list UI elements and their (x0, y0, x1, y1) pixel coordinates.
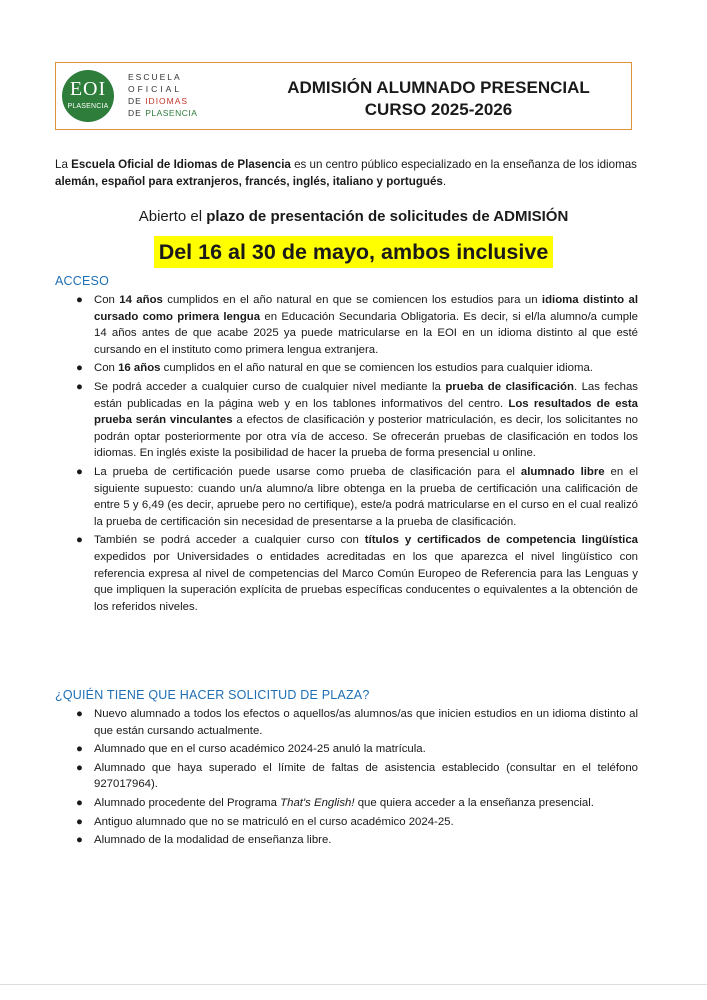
intro-languages: alemán, español para extranjeros, francés, inglés, italiano y portugués (55, 175, 443, 188)
item-text-bold: idioma distinto al cursado como primera lengua (94, 294, 638, 323)
list-item (76, 814, 638, 831)
item-text-bold: prueba de clasificación (445, 380, 574, 393)
item-text: Con (94, 294, 120, 306)
list-item (76, 532, 638, 615)
open-text-bold: plazo de presentación de solicitudes de ADMISIÓN (206, 208, 569, 225)
logo-line-3-word: IDIOMAS (145, 96, 189, 106)
item-text: cumplidos en el año natural en que se comiencen los estudios para cualquier idioma. (160, 362, 593, 375)
bullet-icon: ● (76, 815, 83, 828)
item-text: expedidos por Universidades o entidades acreditadas en los que aparezca el nivel lingüístico con referencia expresa al nivel de competencias del Marco Común Europeo de Referencia para las Lenguas y que impliquen la superación explícita de pruebas específicas conducentes o equivalentes a la obtención de los referidos niveles. (94, 550, 638, 613)
item-text: Alumnado que haya superado el límite de faltas de asistencia establecido (consultar en el teléfono 927017964). (94, 761, 638, 791)
bullet-icon: ● (76, 796, 83, 809)
open-text: Abierto el (138, 208, 207, 225)
list-item (76, 706, 638, 739)
item-text-bold: Los resultados de esta prueba serán vinculantes (94, 397, 638, 427)
dates-banner (0, 236, 707, 268)
item-text: en Educación Secundaria Obligatoria. Es decir, si el/la alumno/a cumple 14 años antes de que acabe 2025 ya puede matricularse en la EOI en un idioma distinto al que esté cursando en el instituto como primera lengua extranjera. (94, 310, 638, 356)
list-item (76, 741, 638, 758)
item-text: Se podrá acceder a cualquier curso de cualquier nivel mediante la (94, 380, 446, 393)
item-text: en el siguiente supuesto: cuando un/a alumno/a libre obtenga en la prueba de certificación una calificación de entre 5 y 6,49 (es decir, apruebe pero no certifique), este/a podrá matricularse en el curso en el cual realizó la prueba de certificación sin necesidad de presentarse a la prueba de clasificación. (94, 465, 638, 528)
logo-line-1: ESCUELA (128, 72, 182, 82)
intro-text: La (55, 158, 72, 171)
list-item (76, 795, 638, 812)
list-item (76, 464, 638, 530)
item-text: Antiguo alumnado que no se matriculó en el curso académico 2024-25. (94, 815, 454, 828)
logo-line-3-prefix: DE (128, 96, 142, 106)
bullet-icon: ● (76, 834, 83, 847)
intro-school-name: Escuela Oficial de Idiomas de Plasencia (71, 158, 291, 171)
list-item (76, 832, 638, 849)
intro-paragraph (55, 156, 640, 190)
logo-letters: EOI (69, 78, 107, 100)
section-heading-quien: ¿QUIÉN TIENE QUE HACER SOLICITUD DE PLAZA? (55, 688, 370, 702)
logo-line-4-word: PLASENCIA (145, 108, 198, 118)
title-line-1: ADMISIÓN ALUMNADO PRESENCIAL (287, 78, 590, 97)
bullet-icon: ● (76, 380, 83, 393)
item-text: Con (94, 362, 119, 375)
intro-text: es un centro público especializado en la enseñanza de los idiomas (290, 158, 637, 171)
bullet-icon: ● (76, 708, 83, 720)
quien-list (76, 706, 638, 851)
item-text-bold: 16 años (118, 362, 161, 375)
item-text-bold: 14 años (119, 294, 163, 306)
bullet-icon: ● (76, 294, 83, 306)
item-text: Alumnado procedente del Programa (94, 796, 281, 809)
item-text: . Las fechas están publicadas en la página web y en los tablones informativos del centro. (94, 380, 639, 410)
list-item (76, 292, 638, 358)
bullet-icon: ● (76, 362, 83, 375)
item-text: También se podrá acceder a cualquier curso con (94, 534, 365, 547)
bullet-icon: ● (76, 465, 83, 478)
acceso-list (76, 292, 639, 617)
section-heading-acceso: ACCESO (55, 274, 109, 288)
item-text-bold: alumnado libre (520, 465, 605, 478)
page-bottom-rule (0, 984, 707, 985)
logo-city: PLASENCIA (67, 103, 109, 110)
intro-text: . (442, 175, 447, 188)
application-dates: Del 16 al 30 de mayo, ambos inclusive (154, 236, 554, 268)
bullet-icon: ● (76, 743, 83, 756)
header-box (55, 62, 632, 130)
item-text: Alumnado que en el curso académico 2024-25 anuló la matrícula. (94, 743, 426, 756)
open-period-heading (0, 208, 707, 225)
title-line-2: CURSO 2025-2026 (364, 100, 513, 119)
item-text-bold: títulos y certificados de competencia lingüística (364, 534, 638, 547)
page-title (246, 77, 631, 121)
bullet-icon: ● (76, 534, 83, 547)
item-text: La prueba de certificación puede usarse como prueba de clasificación para el (94, 465, 521, 478)
logo-line-4-prefix: DE (128, 108, 142, 118)
list-item (76, 360, 638, 377)
eoi-logo-mark (62, 70, 114, 122)
item-text-italic: That's English! (280, 796, 355, 809)
item-text: Alumnado de la modalidad de enseñanza libre. (94, 834, 332, 847)
item-text: cumplidos en el año natural en que se comiencen los estudios para un (162, 294, 542, 306)
logo-wordmark (128, 71, 197, 119)
item-text: que quiera acceder a la enseñanza presencial. (354, 796, 594, 809)
list-item (76, 379, 639, 462)
item-text: a efectos de clasificación y posterior matriculación, es decir, los solicitantes no podrán optar posteriormente por otra vía de acceso. Se ofrecerán pruebas de clasificación en todos los idiomas. En inglés existe la posibilidad de hacer la prueba de forma presencial u online. (94, 414, 638, 460)
list-item (76, 760, 638, 793)
logo-line-2: OFICIAL (128, 84, 183, 94)
bullet-icon: ● (76, 761, 83, 774)
item-text: Nuevo alumnado a todos los efectos o aquellos/as alumnos/as que inicien estudios en un idioma distinto al que están cursando actualmente. (94, 708, 638, 737)
